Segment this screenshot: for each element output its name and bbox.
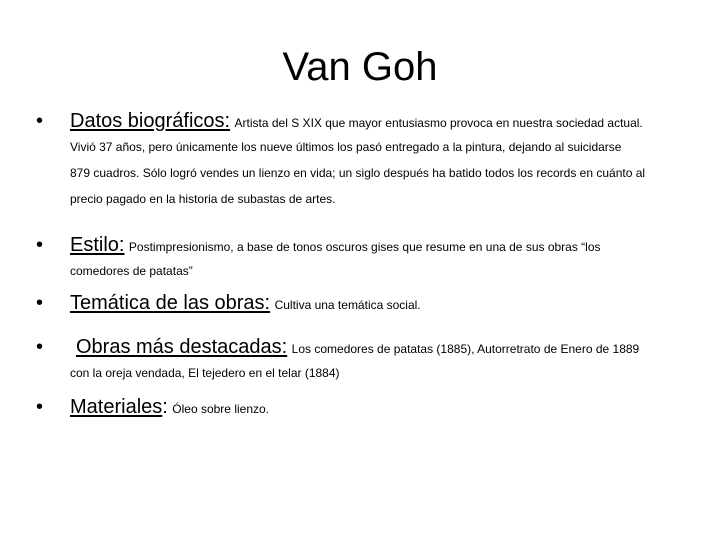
bullet-body	[70, 232, 700, 284]
bullet-body	[70, 290, 700, 316]
bullet-body	[70, 108, 700, 212]
bullet-heading: Obras más destacadas:	[76, 336, 288, 358]
bullet-heading: Datos biográficos:	[70, 110, 231, 132]
bullet-first-line	[76, 334, 706, 360]
bullet-first-line	[70, 290, 700, 316]
slide-title: Van Goh	[282, 45, 438, 89]
bullet-heading-suffix: :	[162, 396, 168, 418]
bullet-text: Óleo sobre lienzo.	[172, 402, 270, 416]
bullet-text: con la oreja vendada, El tejedero en el telar (1884)	[70, 366, 340, 380]
bullet-text: Postimpresionismo, a base de tonos oscuros gises que resume en una de sus obras “los	[128, 240, 601, 254]
bullet-text: Cultiva una temática social.	[274, 298, 421, 312]
bullet-body-continued	[70, 360, 700, 386]
bullet-body	[76, 334, 706, 360]
bullet-text: Vivió 37 años, pero únicamente los nueve últimos los pasó entregado a la pintura, dejando al suicidarse	[70, 140, 622, 154]
bullet-first-line	[70, 394, 700, 420]
bullet-first-line	[70, 232, 700, 258]
bullet-body	[70, 394, 700, 420]
bullet-marker: •	[36, 292, 44, 314]
bullet-marker: •	[36, 336, 44, 358]
bullet-text: Los comedores de patatas (1885), Autorretrato de Enero de 1889	[291, 342, 640, 356]
bullet-heading: Temática de las obras:	[70, 292, 271, 314]
bullet-heading: Materiales	[70, 396, 163, 418]
bullet-text: 879 cuadros. Sólo logró vendes un lienzo en vida; un siglo después ha batido todos los records en cuánto al	[70, 166, 646, 180]
bullet-marker: •	[36, 396, 44, 418]
bullet-first-line	[70, 108, 700, 134]
bullet-marker: •	[36, 110, 44, 132]
bullet-heading: Estilo:	[70, 234, 125, 256]
bullet-text: precio pagado en la historia de subastas de artes.	[70, 192, 336, 206]
bullet-text: comedores de patatas”	[70, 264, 193, 278]
bullet-text: Artista del S XIX que mayor entusiasmo provoca en nuestra sociedad actual.	[234, 116, 643, 130]
bullet-marker: •	[36, 234, 44, 256]
